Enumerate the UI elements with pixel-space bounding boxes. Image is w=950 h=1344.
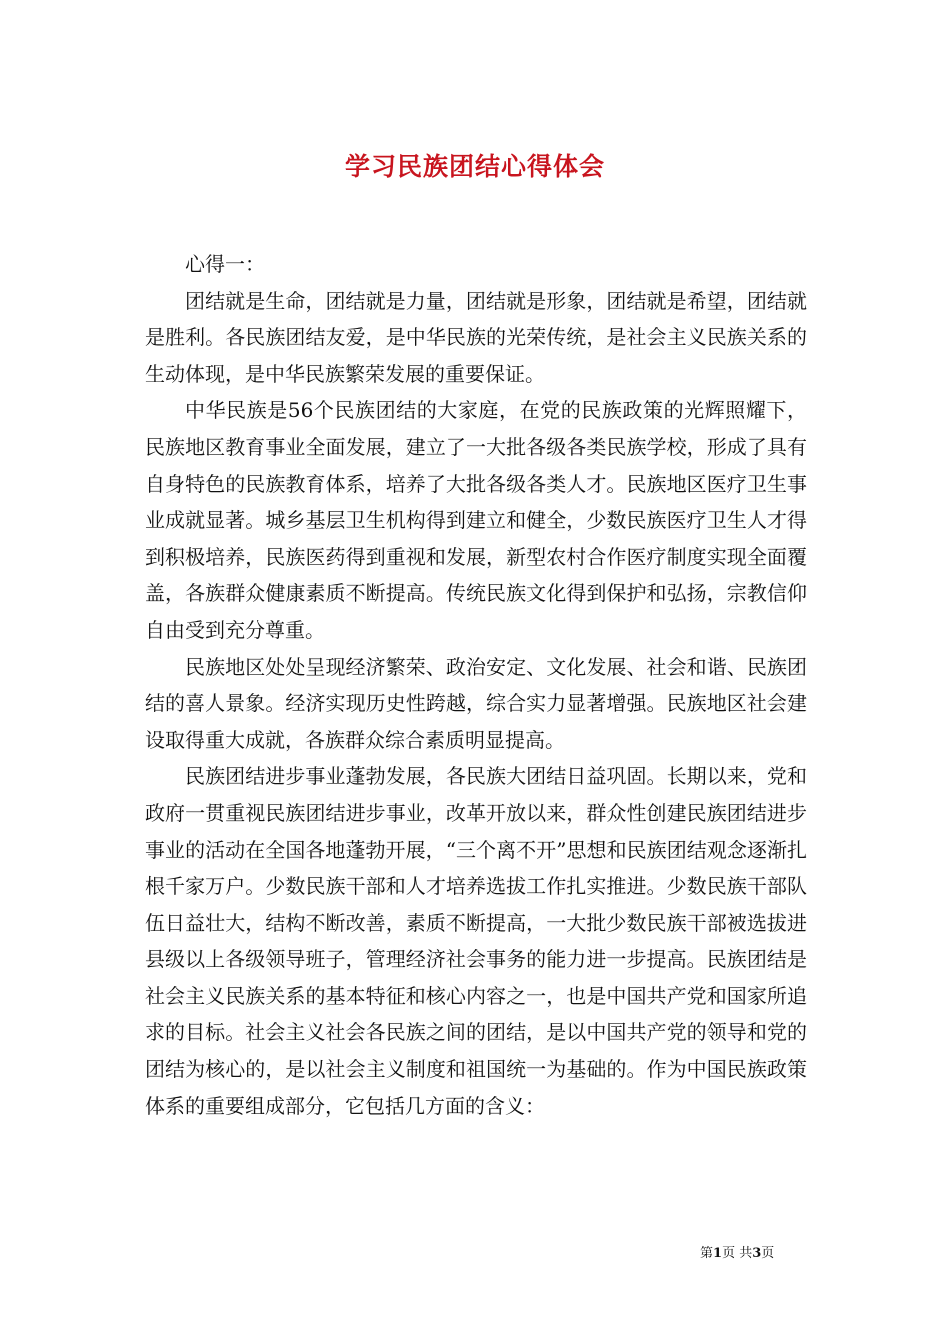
footer-suffix: 页 [761,1246,775,1261]
current-page-number: 1 [713,1246,723,1261]
document-body [145,246,807,1124]
page-number-footer [700,1245,840,1263]
footer-prefix: 第 [700,1246,714,1261]
footer-middle: 页 共 [722,1246,753,1261]
paragraph: 民族地区处处呈现经济繁荣、政治安定、文化发展、社会和谐、民族团结的喜人景象。经济实现历史性跨越，综合实力显著增强。民族地区社会建设取得重大成就，各族群众综合素质明显提高。 [145,654,807,752]
section-heading: 心得一： [185,252,265,276]
document-title: 学习民族团结心得体会 [344,151,605,181]
paragraph: 民族团结进步事业蓬勃发展，各民族大团结日益巩固。长期以来，党和政府一贯重视民族团结进步事业，改革开放以来，群众性创建民族团结进步事业的活动在全国各地蓬勃开展，“三个离不开”思想和民族团结观念逐渐扎根千家万户。少数民族干部和人才培养选拔工作扎实推进。少数民族干部队伍日益壮大，结构不断改善，素质不断提高，一大批少数民族干部被选拔进县级以上各级领导班子，管理经济社会事务的能力进一步提高。民族团结是社会主义民族关系的基本特征和核心内容之一，也是中国共产党和国家所追求的目标。社会主义社会各民族之间的团结，是以中国共产党的领导和党的团结为核心的，是以社会主义制度和祖国统一为基础的。作为中国民族政策体系的重要组成部分，它包括几方面的含义： [145,764,807,1118]
paragraph: 中华民族是56个民族团结的大家庭，在党的民族政策的光辉照耀下，民族地区教育事业全面发展，建立了一大批各级各类民族学校，形成了具有自身特色的民族教育体系，培养了大批各级各类人才。民族地区医疗卫生事业成就显著。城乡基层卫生机构得到建立和健全，少数民族医疗卫生人才得到积极培养，民族医药得到重视和发展，新型农村合作医疗制度实现全面覆盖，各族群众健康素质不断提高。传统民族文化得到保护和弘扬，宗教信仰自由受到充分尊重。 [145,398,807,642]
total-pages-number: 3 [752,1246,762,1261]
paragraph: 团结就是生命，团结就是力量，团结就是形象，团结就是希望，团结就是胜利。各民族团结友爱，是中华民族的光荣传统，是社会主义民族关系的生动体现，是中华民族繁荣发展的重要保证。 [145,288,807,386]
